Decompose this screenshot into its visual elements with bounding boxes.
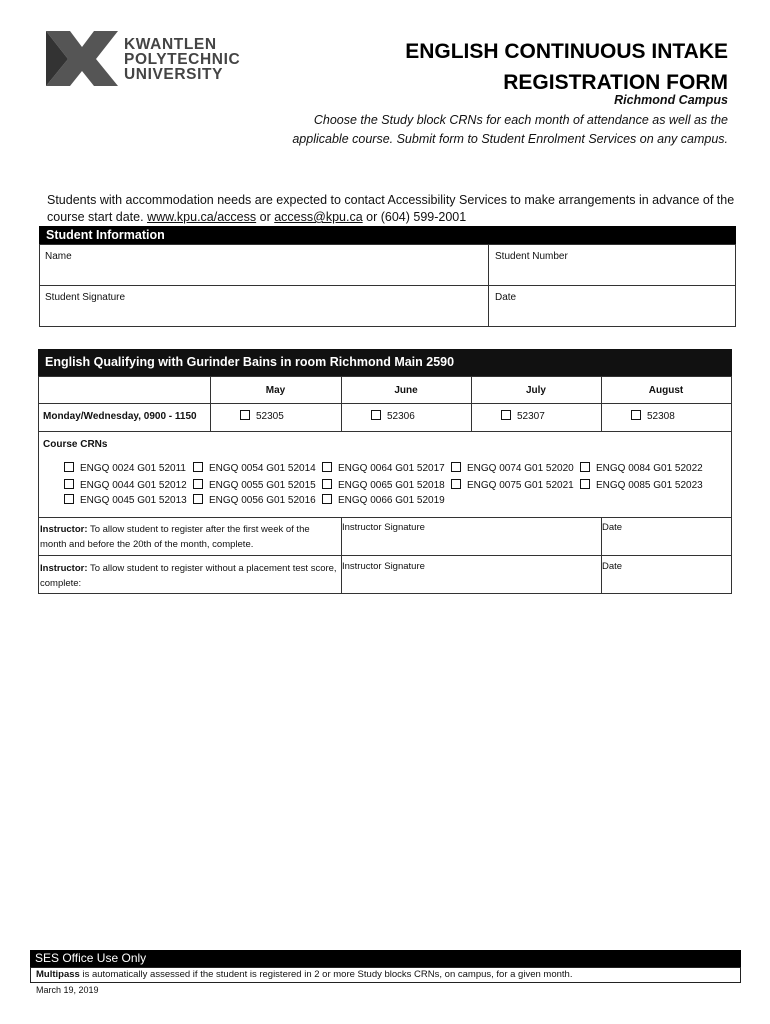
block-crn-august[interactable]: 52308	[631, 410, 675, 422]
instructor-signature-2[interactable]: Instructor Signature	[342, 561, 425, 572]
crn-item[interactable]: ENGQ 0085 G01 52023	[580, 479, 703, 491]
crn-item[interactable]: ENGQ 0065 G01 52018	[322, 479, 451, 491]
form-revision-date: March 19, 2019	[36, 985, 99, 995]
block-crn-july[interactable]: 52307	[501, 410, 545, 422]
campus-label: Richmond Campus	[614, 93, 728, 107]
crn-item[interactable]: ENGQ 0075 G01 52021	[451, 479, 580, 491]
checkbox[interactable]	[371, 410, 381, 420]
crn-item[interactable]: ENGQ 0074 G01 52020	[451, 462, 580, 474]
block-crn-june[interactable]: 52306	[371, 410, 415, 422]
course-heading: English Qualifying with Gurinder Bains in room Richmond Main 2590	[38, 349, 732, 376]
instructor-date-1[interactable]: Date	[602, 522, 623, 533]
accessibility-note: Students with accommodation needs are expected to contact Accessibility Services to make arrangements in advance of the course start date. www.kpu.ca/access or access@kpu.ca or (604) 599-2001	[47, 193, 735, 224]
crn-item[interactable]: ENGQ 0054 G01 52014	[193, 462, 322, 474]
month-august: August	[648, 385, 684, 396]
crn-item[interactable]: ENGQ 0045 G01 52013	[64, 494, 193, 506]
month-june: June	[394, 385, 418, 396]
crn-item[interactable]: ENGQ 0084 G01 52022	[580, 462, 703, 474]
office-use-heading: SES Office Use Only	[30, 950, 741, 967]
form-title: ENGLISH CONTINUOUS INTAKE REGISTRATION FORM	[405, 40, 728, 94]
kpu-logo-mark	[46, 31, 118, 86]
student-date-field[interactable]: Date	[495, 292, 517, 303]
crn-item[interactable]: ENGQ 0066 G01 52019	[322, 494, 445, 506]
instructor-date-2[interactable]: Date	[602, 561, 623, 572]
instructor-placement-note: Instructor: To allow student to register without a placement test score, complete:	[40, 563, 337, 589]
block-crn-may[interactable]: 52305	[240, 410, 284, 422]
crn-item[interactable]: ENGQ 0055 G01 52015	[193, 479, 322, 491]
crn-row	[64, 479, 703, 491]
access-web-link[interactable]: www.kpu.ca/access	[147, 210, 257, 224]
course-crns-label: Course CRNs	[43, 439, 108, 450]
crn-item[interactable]: ENGQ 0044 G01 52012	[64, 479, 193, 491]
name-field[interactable]: Name	[45, 251, 72, 262]
crn-row	[64, 462, 703, 474]
crn-item[interactable]: ENGQ 0056 G01 52016	[193, 494, 322, 506]
kpu-logo-text: KWANTLEN POLYTECHNIC UNIVERSITY	[124, 36, 241, 83]
checkbox[interactable]	[240, 410, 250, 420]
student-number-field[interactable]: Student Number	[495, 251, 568, 262]
month-july: July	[525, 385, 546, 396]
student-signature-field[interactable]: Student Signature	[45, 292, 126, 303]
form-instructions: Choose the Study block CRNs for each month of attendance as well as the applicable course. Submit form to Student Enrolment Services on any campus.	[292, 113, 728, 146]
crn-item[interactable]: ENGQ 0024 G01 52011	[64, 462, 193, 474]
checkbox[interactable]	[631, 410, 641, 420]
instructor-signature-1[interactable]: Instructor Signature	[342, 522, 425, 533]
student-info-heading: Student Information	[39, 226, 736, 244]
schedule-label: Monday/Wednesday, 0900 - 1150	[43, 411, 197, 422]
crn-item[interactable]: ENGQ 0064 G01 52017	[322, 462, 451, 474]
student-info-table	[39, 244, 736, 327]
multipass-note: Multipass is automatically assessed if the student is registered in 2 or more Study blocks CRNs, on campus, for a given month.	[30, 967, 741, 983]
instructor-late-note: Instructor: To allow student to register after the first week of the month and before the 20th of the month, complete.	[40, 524, 310, 550]
month-may: May	[265, 385, 286, 396]
checkbox[interactable]	[501, 410, 511, 420]
crn-row	[64, 494, 445, 506]
access-email-link[interactable]: access@kpu.ca	[274, 210, 363, 224]
